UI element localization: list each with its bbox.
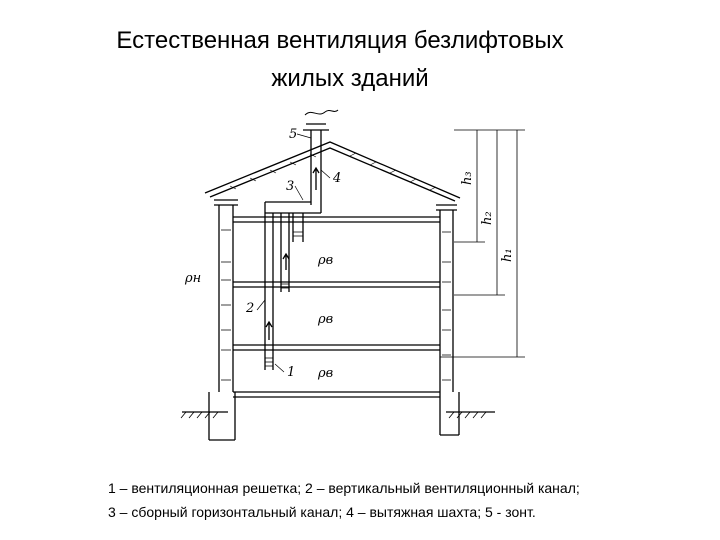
floor-slab-1 [233,282,440,287]
label-3: 3 [286,179,295,194]
right-wall [436,205,457,392]
attic-floor [233,217,440,222]
foundation-left [209,392,235,440]
left-wall [214,200,238,392]
collector-channel [265,202,321,213]
left-wall-windows [221,230,231,380]
caption-line-2: 3 – сборный горизонтальный канал; 4 – вытяжная шахта; 5 - зонт. [108,504,536,520]
floor-slab-2 [233,345,440,350]
label-rho-floor-2: ρв [318,312,334,327]
caption-line-1: 1 – вентиляционная решетка; 2 – вертикальный вентиляционный канал; [108,480,580,496]
legend-caption [108,476,708,524]
umbrella-cap [303,124,329,130]
page-title [0,22,680,98]
label-5: 5 [289,127,298,142]
label-rho-outside: ρн [185,271,202,286]
label-h3: h₃ [460,171,475,185]
right-wall-windows [442,232,451,380]
title-line-1: Естественная вентиляция безлифтовых [116,27,564,54]
label-1: 1 [287,365,296,380]
label-rho-floor-1: ρв [318,366,334,381]
ventilation-diagram [170,100,540,450]
foundation-right [440,392,459,435]
label-2: 2 [246,301,255,316]
grilles [265,232,303,366]
label-h2: h₂ [480,211,495,225]
exhaust-smoke [305,110,338,115]
label-rho-floor-3: ρв [318,253,334,268]
title-line-2: жилых зданий [271,65,429,92]
label-h1: h₁ [500,248,515,262]
ground-floor [233,392,440,397]
label-4: 4 [333,171,342,186]
